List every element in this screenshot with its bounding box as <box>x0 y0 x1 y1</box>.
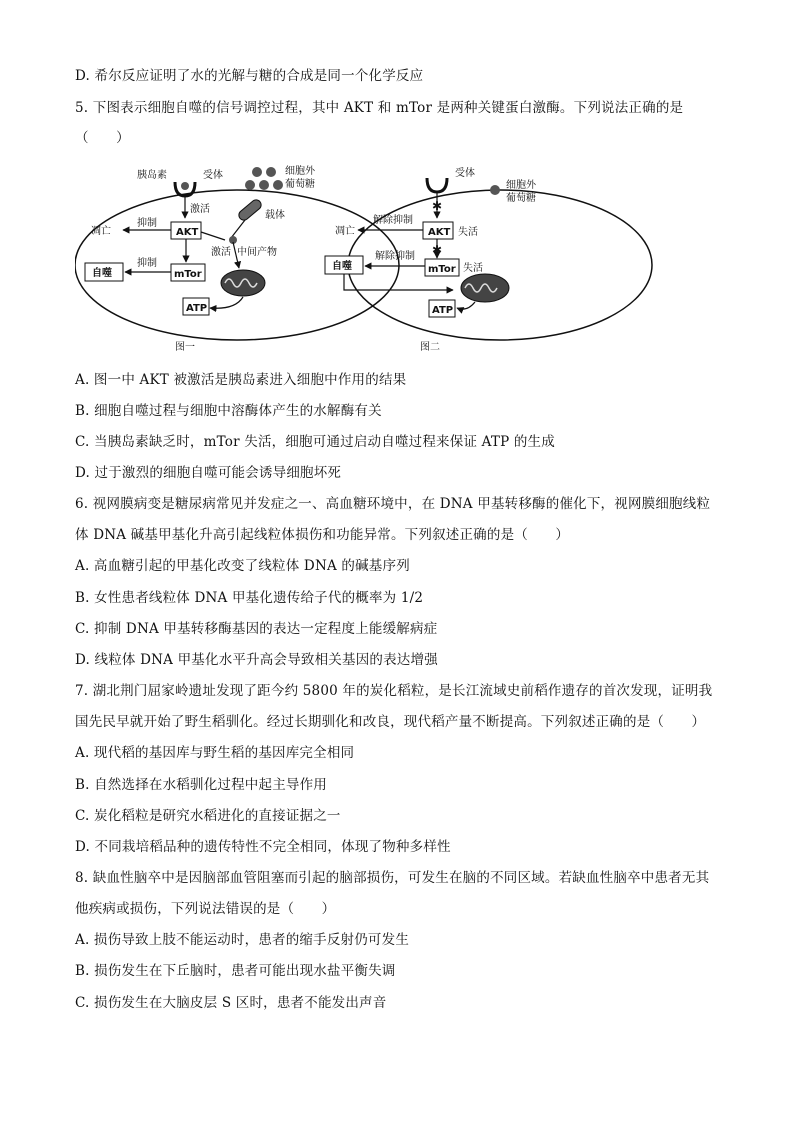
mitochondrion-icon-2 <box>461 274 509 302</box>
release-label-2: 解除抑制 <box>375 251 415 262</box>
q8-stem-line1: 8. 缺血性脑卒中是因脑部血管阻塞而引起的脑部损伤，可发生在脑的不同区域。若缺血性脑卒中患者无其 <box>75 870 710 886</box>
q6-option-a: A. 高血糖引起的甲基化改变了线粒体 DNA 的碱基序列 <box>75 558 410 574</box>
q7-option-d: D. 不同栽培稻品种的遗传特性不完全相同，体现了物种多样性 <box>75 839 451 855</box>
insulin-label: 胰岛素 <box>137 170 167 181</box>
q5-option-c: C. 当胰岛素缺乏时，mTor 失活，细胞可通过启动自噬过程来保证 ATP 的生成 <box>75 434 555 450</box>
q6-option-b: B. 女性患者线粒体 DNA 甲基化遗传给子代的概率为 1/2 <box>75 590 424 606</box>
atp-label-2: ATP <box>432 305 454 316</box>
q7-option-c: C. 炭化稻粒是研究水稻进化的直接证据之一 <box>75 808 341 824</box>
q7-stem-line2: 国先民早就开始了野生稻驯化。经过长期驯化和改良，现代稻产量不断提高。下列叙述正确的是（ ） <box>75 714 706 730</box>
q5-option-b: B. 细胞自噬过程与细胞中溶酶体产生的水解酶有关 <box>75 403 382 419</box>
glucose-label-1b: 葡萄糖 <box>285 179 315 190</box>
inhibit-label-1: 抑制 <box>137 218 157 229</box>
q6-option-c: C. 抑制 DNA 甲基转移酶基因的表达一定程度上能缓解病症 <box>75 621 438 637</box>
glucose-icon-2 <box>490 185 500 195</box>
q4-option-d: D. 希尔反应证明了水的光解与糖的合成是同一个化学反应 <box>75 68 424 84</box>
akt-label-2: AKT <box>428 227 451 238</box>
blocked-cross-icon-1: ✱ <box>432 199 443 213</box>
q6-stem-line1: 6. 视网膜病变是糖尿病常见并发症之一、高血糖环境中，在 DNA 甲基转移酶的催化下，视网膜细胞线粒 <box>75 496 711 512</box>
mtor-label-2: mTor <box>428 264 456 275</box>
inhibit-label-2: 抑制 <box>137 258 157 269</box>
glucose-icon-1 <box>245 167 283 190</box>
figure-one-caption: 图一 <box>175 342 195 353</box>
glucose-label-1a: 细胞外 <box>285 166 315 177</box>
autophagy-signaling-figure <box>75 160 715 360</box>
akt-label-1: AKT <box>176 227 199 238</box>
q7-stem-line1: 7. 湖北荆门屈家岭遗址发现了距今约 5800 年的炭化稻粒，是长江流域史前稻作遗存的首次发现，证明我 <box>75 683 713 699</box>
carrier-icon <box>237 198 263 222</box>
figure-two <box>325 166 652 353</box>
glucose-label-2b: 葡萄糖 <box>506 193 536 204</box>
cell-membrane-2 <box>348 190 652 340</box>
glucose-label-2a: 细胞外 <box>506 180 536 191</box>
autophagy-label-2: 自噬 <box>332 261 352 272</box>
carrier-label: 载体 <box>265 210 285 221</box>
q6-option-d: D. 线粒体 DNA 甲基化水平升高会导致相关基因的表达增强 <box>75 652 438 668</box>
q7-option-a: A. 现代稻的基因库与野生稻的基因库完全相同 <box>75 745 355 761</box>
activate-label-1: 激活 <box>190 204 210 215</box>
q5-option-a: A. 图一中 AKT 被激活是胰岛素进入细胞中作用的结果 <box>75 372 407 388</box>
apoptosis-label-2: 凋亡 <box>335 226 355 237</box>
insulin-molecule-icon <box>181 182 189 190</box>
blocked-cross-icon-2: ✱ <box>432 243 443 257</box>
receptor-label-1: 受体 <box>203 170 223 181</box>
autophagy-label-1: 自噬 <box>92 268 112 279</box>
q8-option-b: B. 损伤发生在下丘脑时，患者可能出现水盐平衡失调 <box>75 963 396 979</box>
apoptosis-label-1: 凋亡 <box>91 226 111 237</box>
q7-option-b: B. 自然选择在水稻驯化过程中起主导作用 <box>75 777 328 793</box>
q6-stem-line2: 体 DNA 碱基甲基化升高引起线粒体损伤和功能异常。下列叙述正确的是（ ） <box>75 527 570 543</box>
inactive-label-2: 失活 <box>463 263 483 274</box>
mtor-label-1: mTor <box>174 269 202 280</box>
intermediate-label: 中间产物 <box>237 247 277 258</box>
release-label-1: 解除抑制 <box>373 215 413 226</box>
inactive-label-1: 失活 <box>458 227 478 238</box>
receptor-icon-2 <box>427 178 447 192</box>
mitochondrion-icon-1 <box>221 270 265 296</box>
q5-option-d: D. 过于激烈的细胞自噬可能会诱导细胞坏死 <box>75 465 342 481</box>
q5-stem-line1: 5. 下图表示细胞自噬的信号调控过程，其中 AKT 和 mTor 是两种关键蛋白激酶。下列说法正确的是 <box>75 100 684 116</box>
activate-label-2: 激活 <box>211 247 231 258</box>
atp-label-1: ATP <box>186 303 208 314</box>
q8-option-a: A. 损伤导致上肢不能运动时，患者的缩手反射仍可发生 <box>75 932 410 948</box>
figure-two-caption: 图二 <box>420 342 440 353</box>
q5-stem-line2: （ ） <box>75 130 130 146</box>
q8-option-c: C. 损伤发生在大脑皮层 S 区时，患者不能发出声音 <box>75 995 387 1011</box>
receptor-label-2: 受体 <box>455 168 475 179</box>
q8-stem-line2: 他疾病或损伤，下列说法错误的是（ ） <box>75 901 336 917</box>
